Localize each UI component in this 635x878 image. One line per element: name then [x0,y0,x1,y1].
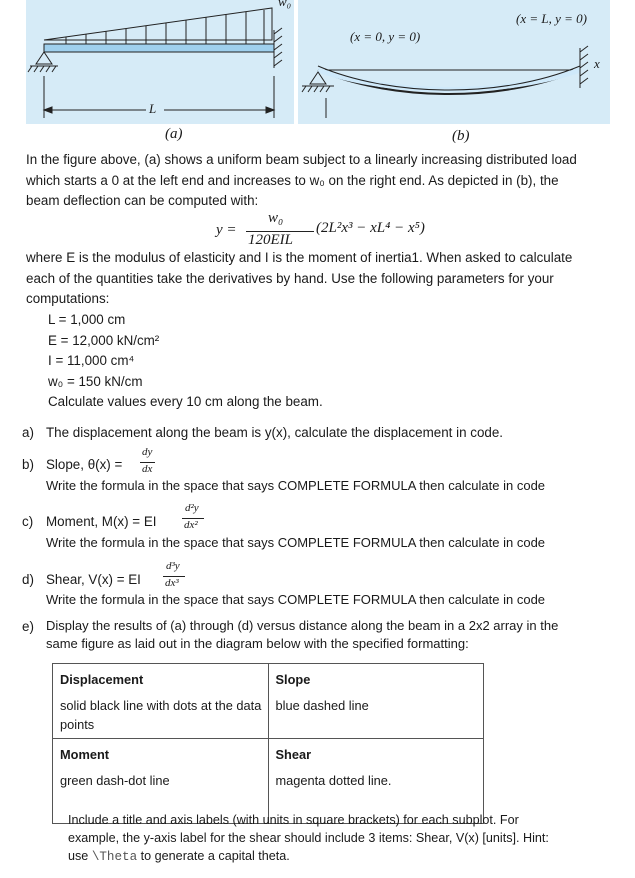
plot-format-table [52,663,484,824]
param-load: w₀ = 150 kN/cm [48,373,143,389]
item-c-instruction: Write the formula in the space that says COMPLETE FORMULA then calculate in code [46,535,546,550]
cell-displacement-body: solid black line with dots at the data points [53,693,269,739]
item-d-num: d³y [166,560,180,572]
cell-shear-body: magenta dotted line. [268,768,484,824]
load-label: w₀ [278,0,292,9]
item-c-marker: c) [22,514,34,529]
axis-x-label: x [594,56,600,71]
param-inertia: I = 11,000 cm⁴ [48,353,135,368]
fixed-wall-icon [580,46,588,88]
figure-b [298,0,610,124]
item-a-text: The displacement along the beam is y(x), calculate the displacement in code. [46,425,504,440]
beam [44,44,274,52]
param-step: Calculate values every 10 cm along the beam. [48,394,323,409]
cell-shear-head: Shear [268,739,484,769]
item-d-marker: d) [22,572,34,587]
figure-a [26,0,294,124]
table-row [53,739,484,769]
param-length: L = 1,000 cm [48,312,126,327]
pin-support-icon [28,52,58,72]
cell-slope-head: Slope [268,664,484,694]
table-row [53,664,484,694]
item-b-num: dy [142,446,153,458]
theta-code: \Theta [91,850,138,864]
item-d-label: Shear, V(x) = EI [46,572,141,587]
caption-a: (a) [165,126,183,142]
item-c-num: d²y [185,502,199,514]
item-b-label: Slope, θ(x) = [46,457,123,472]
item-a-marker: a) [22,425,34,440]
fixed-wall-icon [274,28,282,68]
where-paragraph: where E is the modulus of elasticity and I is the moment of inertia1. When asked to calculate each of the quantities take the derivatives by hand. Use the following parameters for your computations: [26,250,573,306]
footer-note: Include a title and axis labels (with units in square brackets) for each subplot. For example, the y-axis label for the shear should include 3 items: Shear, V(x) [units]. Hint: use \Theta to generate a capital theta. [68,813,549,864]
item-d-instruction: Write the formula in the space that says COMPLETE FORMULA then calculate in code [46,592,546,607]
item-d-den: dx³ [165,577,179,589]
cell-displacement-head: Displacement [53,664,269,694]
table-row [53,693,484,739]
item-b-den: dx [142,463,153,475]
load-arrows-icon [66,10,264,44]
caption-b: (b) [452,128,470,144]
cell-moment-head: Moment [53,739,269,769]
item-c-den: dx² [184,519,198,531]
origin-label: (x = 0, y = 0) [350,29,421,44]
item-c-label: Moment, M(x) = EI [46,514,157,529]
item-b-instruction: Write the formula in the space that says COMPLETE FORMULA then calculate in code [46,478,546,493]
parameter-list [48,310,323,413]
cell-moment-body: green dash-dot line [53,768,269,824]
end-label: (x = L, y = 0) [516,11,587,26]
item-b-marker: b) [22,457,34,472]
beam-load-diagram [26,0,294,124]
param-modulus: E = 12,000 kN/cm² [48,332,160,348]
length-label: L [149,101,157,116]
cell-slope-body: blue dashed line [268,693,484,739]
item-e-text: Display the results of (a) through (d) versus distance along the beam in a 2x2 array in the same figure as laid out in the diagram below with the specified formatting: [46,618,559,651]
item-e-marker: e) [22,619,34,634]
intro-paragraph: In the figure above, (a) shows a uniform beam subject to a linearly increasing distributed load which starts a 0 at the left end and increases to w₀ on the right end. As depicted in (b), the beam deflection can be computed with: [26,152,577,208]
